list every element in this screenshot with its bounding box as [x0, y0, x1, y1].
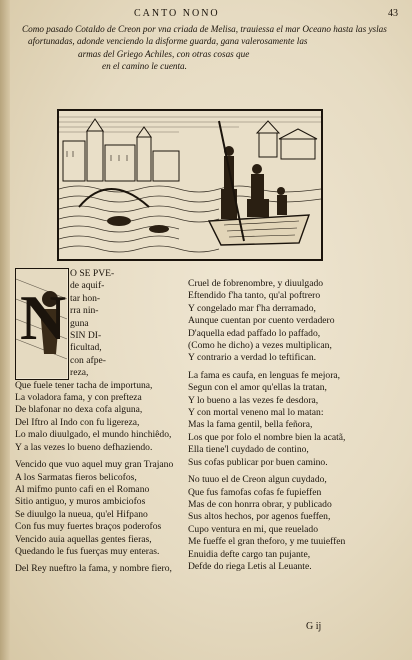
signature-mark: G ij [306, 621, 322, 632]
verse-line: Quedando le fus fuerças muy enteras. [15, 545, 160, 557]
verse-line: Y congelado mar f'ha derramado, [188, 302, 316, 314]
verse-line: A los Sarmatas fieros belicofos, [15, 471, 137, 483]
verse-line: con afpe- [70, 354, 106, 366]
verse-line: Ella tiene'l cuydado de contino, [188, 444, 309, 456]
verse-line: Cruel de fobrenombre, y diuulgado [188, 278, 324, 289]
verse-line: ficultad, [70, 342, 102, 354]
verse-line: guna [70, 317, 89, 329]
verse-line: Con fus muy fuertes braços poderofos [15, 521, 162, 533]
page-gutter [0, 0, 10, 660]
initial-letter: N [20, 282, 67, 353]
left-column [15, 268, 190, 576]
verse-line: Sus altos hechos, por agenos fueffen, [188, 511, 331, 523]
verse-line: SIN DI- [70, 330, 102, 342]
right-column [188, 278, 403, 573]
verse-line: Y lo bueno a las vezes fe desdora, [188, 394, 319, 406]
verse-line: La fama es caufa, en lenguas fe mejora, [188, 369, 341, 381]
verse-line: Que fus famofas cofas fe fupieffen [188, 486, 322, 498]
argument-line: en el camino le cuenta. [102, 60, 187, 71]
verse-line: Me fueffe el gran theforo, y me tuuieffen [188, 536, 346, 548]
woodcut-illustration [57, 109, 323, 261]
verse-line: rra nin- [70, 305, 99, 317]
verse-line: No tuuo el de Creon algun cuydado, [188, 474, 327, 486]
verse-line: Aunque cuentan por cuento verdadero [188, 315, 335, 327]
verse-line: Lo malo diuulgado, el mundo hinchiêdo, [15, 429, 172, 441]
argument-line: armas del Griego Achiles, con otras cosas que [78, 48, 250, 59]
verse-line: Sitio antiguo, y muros ambiciofos [15, 496, 146, 508]
verse-line: Vencido que vuo aquel muy gran Trajano [15, 459, 174, 471]
verse-line: Eftendido f'ha tanto, qu'al poftrero [188, 290, 321, 302]
argument-line: afortunadas, adonde venciendo la disforme guarda, gana valerosamente las [28, 36, 308, 47]
canto-title: CANTO NONO [134, 8, 220, 19]
argument-line: Como pasado Cotaldo de Creon por vna criada de Melisa, trauiessa el mar Oceano hasta las yslas [22, 24, 387, 34]
canto-argument [22, 23, 394, 72]
verse-line: Se diuulgo la nueua, qu'el Hifpano [15, 508, 148, 520]
verse-line: reza, [70, 367, 89, 379]
verse-line: Los que por folo el nombre bien la acatã, [188, 431, 346, 443]
verse-line: Y a las vezes lo bueno defhaziendo. [15, 441, 153, 453]
verse-line: Segun con el amor qu'ellas la tratan, [188, 382, 327, 394]
running-header [60, 8, 398, 22]
verse-line: Vencido auia aquellas gentes fieras, [15, 533, 152, 545]
verse-line: (Como he dicho) a vezes multiplican, [188, 340, 332, 352]
verse-line: de aquif- [70, 280, 105, 292]
verse-line: De blafonar no dexa cofa alguna, [15, 404, 143, 416]
verse-line: Del Rey nueftro la fama, y nombre fiero, [15, 563, 172, 575]
verse-line: Mas la fama gentil, bella feñora, [188, 419, 313, 431]
verse-line: Al mifmo punto cafi en el Romano [15, 483, 150, 495]
verse-line: La voladora fama, y con prefteza [15, 392, 142, 404]
verse-line: O SE PVE- [70, 268, 115, 279]
verse-line: Sus cofas publicar por buen camino. [188, 456, 328, 468]
verse-line: Y con mortal veneno mal lo matan: [188, 407, 324, 419]
verse-line: Cupo ventura en mi, que reuelado [188, 523, 319, 535]
verse-line: tar hon- [70, 292, 101, 304]
page-number: 43 [388, 8, 398, 19]
verse-line: Enuidia defte cargo tan pujante, [188, 548, 311, 560]
verse-line: Mas de con honrra obrar, y publicado [188, 498, 332, 510]
verse-line: Defde do riega Letis al Leuante. [188, 560, 312, 572]
verse-line: Del Iftro al Indo con fu ligereza, [15, 416, 140, 428]
verse-line: Y contrario a verdad lo teftifican. [188, 352, 317, 364]
verse-line: Que fuele tener tacha de importuna, [15, 379, 153, 391]
woodcut-scene-icon [59, 111, 321, 259]
verse-line: D'aquella edad paffado lo paffado, [188, 327, 321, 339]
